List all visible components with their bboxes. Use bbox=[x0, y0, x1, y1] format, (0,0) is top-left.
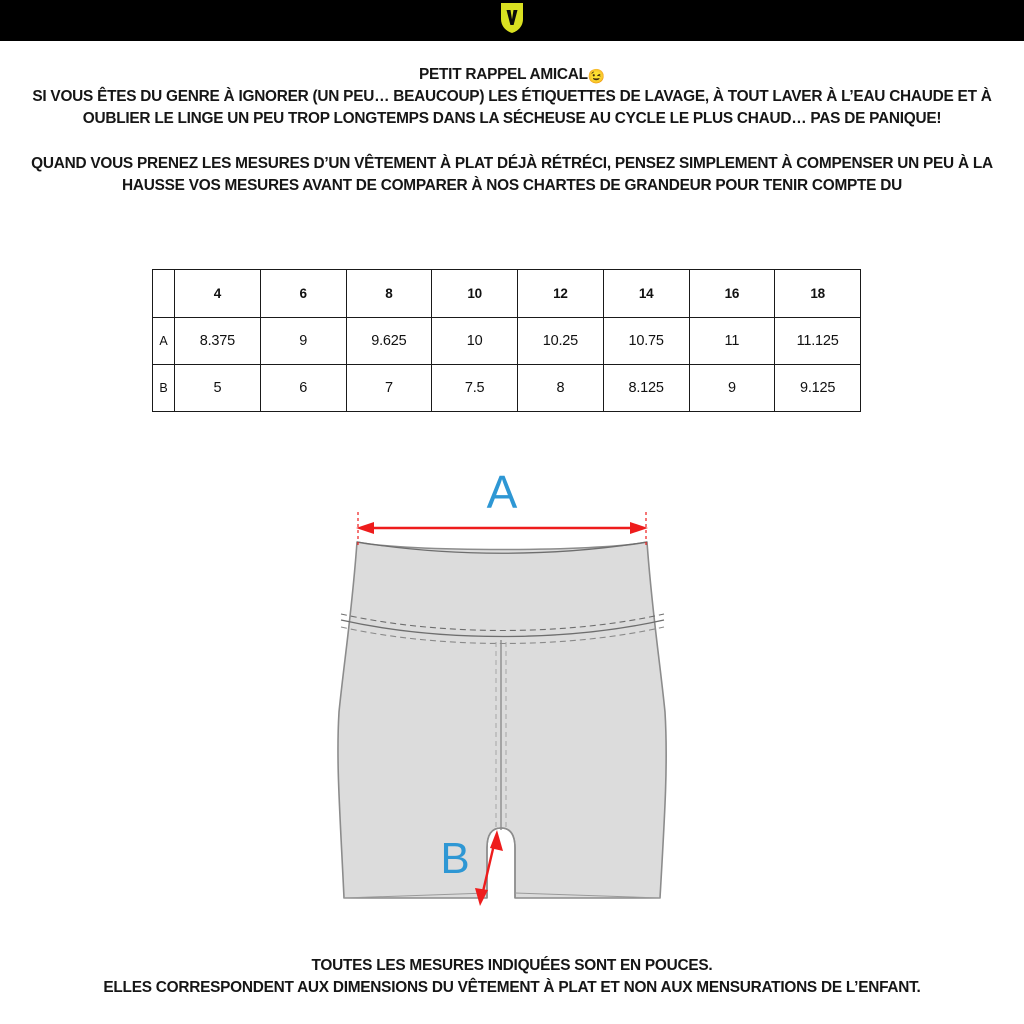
row-label-b: B bbox=[153, 365, 175, 412]
col-header-size-4: 4 bbox=[175, 270, 261, 318]
cell-a-14: 10.75 bbox=[603, 318, 689, 365]
footer-copy-block bbox=[0, 955, 1024, 999]
size-chart-table bbox=[152, 269, 861, 412]
cell-a-4: 8.375 bbox=[175, 318, 261, 365]
table-header-row bbox=[153, 270, 861, 318]
cell-a-6: 9 bbox=[260, 318, 346, 365]
measure-a-arrowhead-left bbox=[356, 522, 374, 534]
cell-b-12: 8 bbox=[518, 365, 604, 412]
measure-b-label: B bbox=[440, 834, 470, 883]
cell-b-18: 9.125 bbox=[775, 365, 861, 412]
measure-b-arrowhead-top bbox=[490, 830, 503, 851]
footer-line-2: ELLES CORRESPONDENT AUX DIMENSIONS DU VÊTEMENT À PLAT ET NON AUX MENSURATIONS DE L’ENFANT. bbox=[103, 978, 921, 996]
cell-b-10: 7.5 bbox=[432, 365, 518, 412]
table-row bbox=[153, 365, 861, 412]
wink-emoji-icon: 😉 bbox=[587, 68, 606, 84]
header-line-3: QUAND VOUS PRENEZ LES MESURES D’UN VÊTEMENT À PLAT DÉJÀ RÉTRÉCI, PENSEZ SIMPLEMENT À COMPENSER UN PEU À LA HAUSSE VOS MESURES AVANT DE COMPARER À NOS CHARTES DE GRANDEUR POUR TENIR COMPTE DU bbox=[31, 154, 993, 194]
col-header-size-6: 6 bbox=[260, 270, 346, 318]
size-chart-body bbox=[153, 318, 861, 412]
row-label-a: A bbox=[153, 318, 175, 365]
table-corner-cell bbox=[153, 270, 175, 318]
cell-b-6: 6 bbox=[260, 365, 346, 412]
garment-diagram bbox=[0, 462, 1024, 932]
measure-a-arrowhead-right bbox=[630, 522, 648, 534]
col-header-size-8: 8 bbox=[346, 270, 432, 318]
measure-a-label: A bbox=[486, 466, 518, 518]
col-header-size-10: 10 bbox=[432, 270, 518, 318]
cell-a-16: 11 bbox=[689, 318, 775, 365]
col-header-size-12: 12 bbox=[518, 270, 604, 318]
header-line-1 bbox=[22, 64, 1002, 86]
shorts-silhouette bbox=[338, 542, 666, 898]
measure-a-annotation bbox=[356, 466, 648, 546]
cell-a-18: 11.125 bbox=[775, 318, 861, 365]
cell-a-8: 9.625 bbox=[346, 318, 432, 365]
top-brand-bar bbox=[0, 0, 1024, 41]
header-line-2: SI VOUS ÊTES DU GENRE À IGNORER (UN PEU… BEAUCOUP) LES ÉTIQUETTES DE LAVAGE, À TOUT LAVER À L’EAU CHAUDE ET À OUBLIER LE LINGE UN PEU TROP LONGTEMPS DANS LA SÉCHEUSE AU CYCLE LE PLUS CHAUD… PAS DE PANIQUE! bbox=[32, 87, 992, 127]
table-row bbox=[153, 318, 861, 365]
cell-a-10: 10 bbox=[432, 318, 518, 365]
col-header-size-18: 18 bbox=[775, 270, 861, 318]
header-copy-block bbox=[0, 64, 1024, 196]
cell-b-14: 8.125 bbox=[603, 365, 689, 412]
size-chart-head bbox=[153, 270, 861, 318]
cell-b-16: 9 bbox=[689, 365, 775, 412]
col-header-size-16: 16 bbox=[689, 270, 775, 318]
col-header-size-14: 14 bbox=[603, 270, 689, 318]
footer-line-1: TOUTES LES MESURES INDIQUÉES SONT EN POUCES. bbox=[311, 957, 713, 974]
cell-b-4: 5 bbox=[175, 365, 261, 412]
cell-a-12: 10.25 bbox=[518, 318, 604, 365]
header-line-1-text: PETIT RAPPEL AMICAL bbox=[418, 66, 588, 83]
crotch-notch-outline bbox=[487, 828, 515, 898]
cell-b-8: 7 bbox=[346, 365, 432, 412]
shield-v-logo-icon[interactable] bbox=[497, 1, 527, 35]
